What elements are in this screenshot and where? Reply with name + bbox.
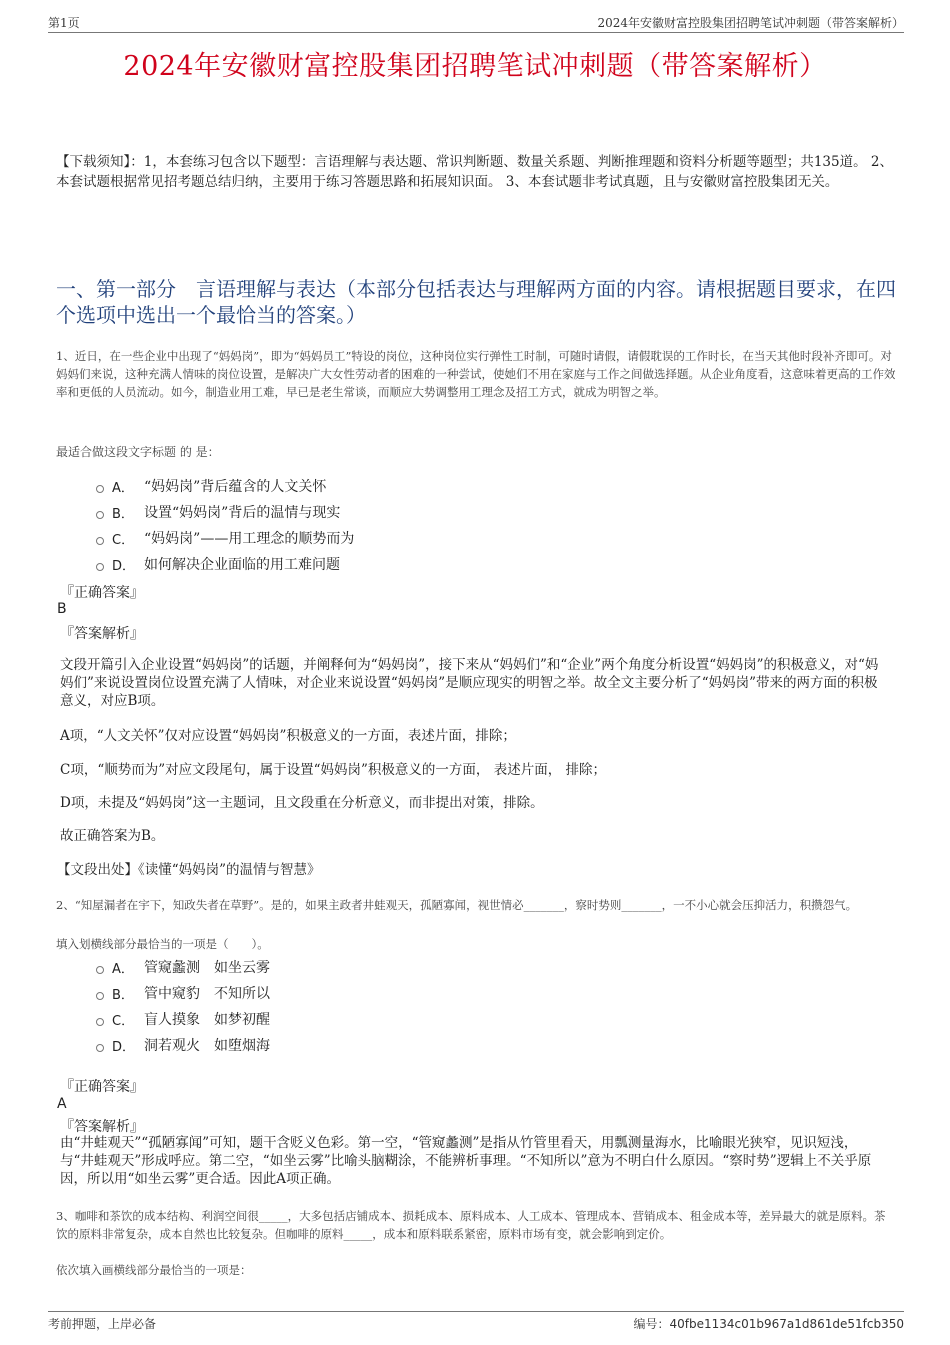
- question-3-stem: 3、咖啡和茶饮的成本结构、利润空间很_____，大多包括店铺成本、损耗成本、原料成本、人工成本、管理成本、营销成本、租金成本等，差异最大的就是原料。茶饮的原料非常复杂，成本自然也比较复杂。但咖啡的原料_____，成本和原料联系紧密，原料市场有变，就会影响到定价。: [56, 1209, 886, 1241]
- download-notice: 【下载须知】：1，本套练习包含以下题型：言语理解与表达题、常识判断题、数量关系题、判断推理题和资料分析题等题型；共135道。 2、本套试题根据常见招考题总结归纳，主要用于练习答题思路和拓展知识面。 3、本套试题非考试真题，且与安徽财富控股集团无关。: [56, 154, 893, 190]
- radio-icon[interactable]: [96, 966, 104, 974]
- question-1-stem: 1、近日，在一些企业中出现了“妈妈岗”，即为“妈妈员工”特设的岗位，这种岗位实行弹性工时制，可随时请假，请假耽误的工作时长，在当天其他时段补齐即可。对妈妈们来说，这种充满人情味的岗位设置，是解决广大女性劳动者的困难的一种尝试，使她们不用在家庭与工作之间做选择题。从企业角度看，这意味着更高的工作效率和更低的人员流动。如今，制造业用工难，早已是老生常谈，而顺应大势调整用工理念及招工方式，就成为明智之举。: [56, 349, 896, 399]
- radio-icon[interactable]: [96, 992, 104, 1000]
- question-1-analysis-main: 文段开篇引入企业设置“妈妈岗”的话题，并阐释何为“妈妈岗”，接下来从“妈妈们”和“企业”两个角度分析设置“妈妈岗”的积极意义，对“妈妈们”来说设置岗位设置充满了人情味，对企业来说设置“妈妈岗”是顺应现实的明智之举。故全文主要分析了“妈妈岗”带来的两方面的积极意义，对应B项。: [60, 657, 879, 709]
- question-1-answer-label: 『正确答案』: [60, 585, 144, 601]
- question-1-analysis-d: D项，未提及“妈妈岗”这一主题词，且文段重在分析意义，而非提出对策，排除。: [60, 795, 544, 811]
- question-1-answer: B: [57, 601, 67, 617]
- radio-icon[interactable]: [96, 537, 104, 545]
- question-1-analysis-c: C项，“顺势而为”对应文段尾句，属于设置“妈妈岗”积极意义的一方面， 表述片面， 排除；: [60, 762, 607, 778]
- question-2-option-c[interactable]: C． 盲人摸象 如梦初醒: [96, 1006, 270, 1032]
- question-1-option-c[interactable]: C． “妈妈岗”——用工理念的顺势而为: [96, 525, 354, 551]
- question-3-prompt: 依次填入画横线部分最恰当的一项是：: [56, 1263, 252, 1277]
- question-2-option-a[interactable]: A． 管窥蠡测 如坐云雾: [96, 954, 270, 980]
- header-doc-title: 2024年安徽财富控股集团招聘笔试冲刺题（带答案解析）: [597, 16, 904, 30]
- footer-slogan: 考前押题，上岸必备: [48, 1317, 157, 1331]
- page-footer: [48, 1311, 904, 1332]
- page-header: [48, 12, 904, 33]
- question-2-options: [96, 954, 270, 1058]
- question-1-analysis-label: 『答案解析』: [60, 626, 144, 642]
- radio-icon[interactable]: [96, 563, 104, 571]
- radio-icon[interactable]: [96, 1044, 104, 1052]
- radio-icon[interactable]: [96, 1018, 104, 1026]
- question-2-analysis: 由“井蛙观天”“孤陋寡闻”可知，题干含贬义色彩。第一空，“管窥蠡测”是指从竹管里看天，用瓢测量海水，比喻眼光狭窄，见识短浅，与“井蛙观天”形成呼应。第二空，“如坐云雾”比喻头脑糊涂，不能辨析事理。“不知所以”意为不明白什么原因。“察时势”逻辑上不关乎原因，所以用“如坐云雾”更合适。因此A项正确。: [60, 1135, 872, 1187]
- section-heading: 一、第一部分 言语理解与表达（本部分包括表达与理解两方面的内容。请根据题目要求，在四个选项中选出一个最恰当的答案。）: [56, 277, 896, 327]
- question-2-answer: A: [57, 1096, 67, 1112]
- footer-serial: 编号：40fbe1134c01b967a1d861de51fcb350: [633, 1317, 904, 1331]
- question-1-analysis-a: A项，“人文关怀”仅对应设置“妈妈岗”积极意义的一方面，表述片面，排除；: [60, 728, 516, 744]
- question-2-analysis-label: 『答案解析』: [60, 1119, 144, 1135]
- question-1-options: [96, 473, 354, 577]
- question-2-stem: 2、“知屋漏者在宇下，知政失者在草野”。是的，如果主政者井蛙观天，孤陋寡闻，视世情必_______，察时势则_______，一不小心就会压抑活力，积攒怨气。: [56, 898, 858, 912]
- question-2-prompt: 填入划横线部分最恰当的一项是（ ）。: [56, 937, 269, 951]
- question-1-prompt: 最适合做这段文字标题 的 是：: [56, 445, 220, 459]
- question-2-option-d[interactable]: D． 洞若观火 如堕烟海: [96, 1032, 270, 1058]
- question-2-option-b[interactable]: B． 管中窥豹 不知所以: [96, 980, 270, 1006]
- question-2-answer-label: 『正确答案』: [60, 1079, 144, 1095]
- page-number: 第1页: [48, 16, 80, 30]
- radio-icon[interactable]: [96, 511, 104, 519]
- document-title: 2024年安徽财富控股集团招聘笔试冲刺题（带答案解析）: [123, 51, 827, 82]
- question-1-option-d[interactable]: D． 如何解决企业面临的用工难问题: [96, 551, 354, 577]
- radio-icon[interactable]: [96, 485, 104, 493]
- question-1-source: 【文段出处】《读懂“妈妈岗”的温情与智慧》: [57, 862, 321, 878]
- question-1-option-a[interactable]: A． “妈妈岗”背后蕴含的人文关怀: [96, 473, 354, 499]
- question-1-conclusion: 故正确答案为B。: [60, 828, 165, 844]
- question-1-option-b[interactable]: B． 设置“妈妈岗”背后的温情与现实: [96, 499, 354, 525]
